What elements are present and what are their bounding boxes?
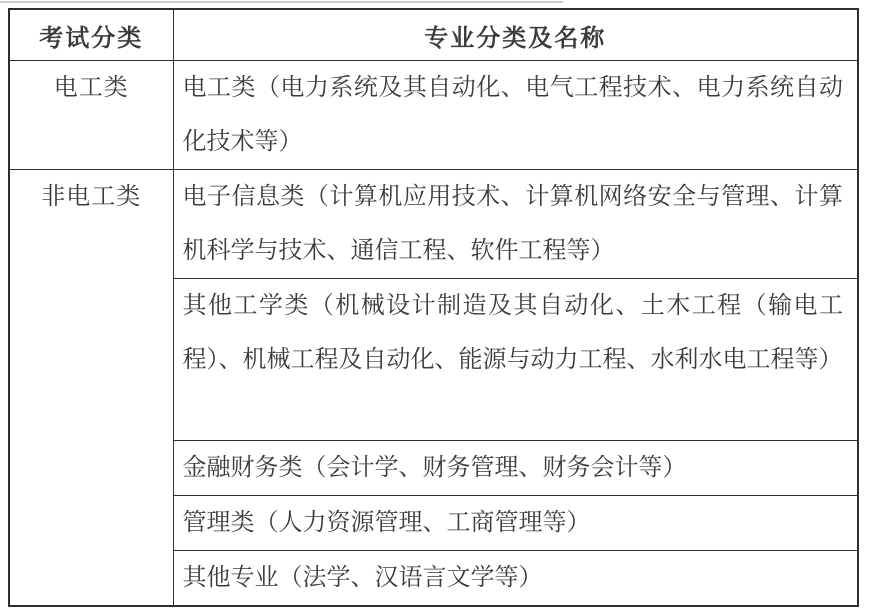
- exam-category-table: [8, 8, 859, 607]
- majors-cell-electrical: 电工类（电力系统及其自动化、电气工程技术、电力系统自动化技术等）: [173, 61, 858, 170]
- table-header-row: [9, 9, 858, 61]
- category-cell-non-electrical: 非电工类: [9, 170, 173, 607]
- table-row: [9, 61, 858, 170]
- table-row: [9, 170, 858, 279]
- header-exam-category: 考试分类: [9, 9, 173, 61]
- majors-cell-electronic-info: 电子信息类（计算机应用技术、计算机网络安全与管理、计算机科学与技术、通信工程、软件工程等）: [173, 170, 858, 279]
- majors-cell-management: 管理类（人力资源管理、工商管理等）: [173, 496, 858, 551]
- majors-cell-other-engineering: 其他工学类（机械设计制造及其自动化、土木工程（输电工程）、机械工程及自动化、能源与动力工程、水利水电工程等）: [173, 279, 858, 441]
- category-cell-electrical: 电工类: [9, 61, 173, 170]
- header-major-category: 专业分类及名称: [173, 9, 858, 61]
- top-edge-artifact-line: [0, 1, 563, 3]
- majors-cell-finance: 金融财务类（会计学、财务管理、财务会计等）: [173, 441, 858, 496]
- majors-cell-other-majors: 其他专业（法学、汉语言文学等）: [173, 551, 858, 607]
